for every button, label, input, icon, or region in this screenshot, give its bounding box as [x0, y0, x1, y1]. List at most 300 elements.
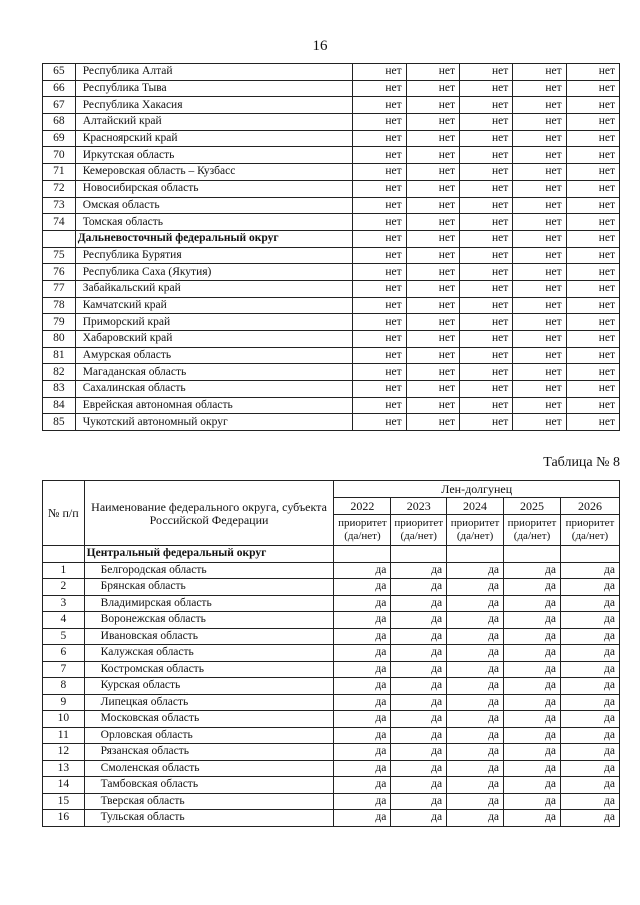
priority-cell: нет [566, 314, 619, 331]
priority-cell: нет [406, 97, 459, 114]
priority-cell: да [447, 727, 504, 744]
table-row [43, 810, 620, 827]
region-name: Республика Тыва [75, 80, 353, 97]
priority-cell: нет [513, 80, 566, 97]
priority-cell: да [447, 793, 504, 810]
priority-cell: нет [459, 164, 512, 181]
region-name: Белгородская область [84, 562, 334, 579]
priority-cell: нет [353, 347, 406, 364]
priority-cell: нет [566, 147, 619, 164]
priority-cell: нет [566, 297, 619, 314]
header-region-name: Наименование федерального округа, субъекта Российской Федерации [84, 481, 334, 546]
priority-cell: да [504, 694, 561, 711]
header-priority-label: приоритет (да/нет) [334, 515, 391, 546]
priority-cell: да [334, 694, 391, 711]
priority-cell: да [561, 628, 620, 645]
table-row [43, 595, 620, 612]
priority-cell: да [447, 612, 504, 629]
priority-cell: да [334, 777, 391, 794]
table-row [43, 314, 620, 331]
priority-cell: да [334, 711, 391, 728]
row-number: 9 [43, 694, 85, 711]
header-year: 2023 [391, 498, 447, 515]
priority-cell: нет [459, 114, 512, 131]
priority-cell [334, 546, 391, 563]
page-number: 16 [312, 38, 328, 54]
priority-cell: да [504, 793, 561, 810]
priority-cell: да [391, 777, 447, 794]
row-number: 16 [43, 810, 85, 827]
region-name: Хабаровский край [75, 331, 353, 348]
priority-cell: нет [353, 314, 406, 331]
priority-cell: нет [513, 314, 566, 331]
priority-cell: да [504, 562, 561, 579]
priority-cell: да [391, 661, 447, 678]
priority-cell: да [334, 562, 391, 579]
priority-cell: нет [566, 264, 619, 281]
row-number: 78 [43, 297, 76, 314]
priority-cell: да [561, 760, 620, 777]
header-year: 2025 [504, 498, 561, 515]
priority-cell: да [447, 661, 504, 678]
header-priority-label: приоритет (да/нет) [561, 515, 620, 546]
priority-cell: нет [513, 197, 566, 214]
flax-priority-table [42, 480, 620, 827]
priority-cell: да [447, 678, 504, 695]
priority-cell: нет [459, 314, 512, 331]
priority-cell: да [334, 810, 391, 827]
priority-cell: да [561, 694, 620, 711]
priority-cell: да [561, 562, 620, 579]
row-number: 83 [43, 381, 76, 398]
row-number: 66 [43, 80, 76, 97]
row-number: 4 [43, 612, 85, 629]
priority-cell: да [334, 760, 391, 777]
table-row [43, 678, 620, 695]
priority-cell: нет [566, 397, 619, 414]
region-name: Кемеровская область – Кузбасс [75, 164, 353, 181]
row-number: 12 [43, 744, 85, 761]
priority-cell: нет [459, 331, 512, 348]
priority-cell: нет [353, 280, 406, 297]
priority-cell: да [334, 793, 391, 810]
priority-cell: да [334, 744, 391, 761]
priority-cell: нет [566, 64, 619, 81]
priority-cell: да [391, 793, 447, 810]
row-number: 85 [43, 414, 76, 431]
priority-cell: да [391, 595, 447, 612]
continued-priority-table [42, 63, 620, 431]
priority-cell: нет [566, 164, 619, 181]
priority-cell: да [561, 612, 620, 629]
table-row [43, 562, 620, 579]
priority-cell: да [561, 661, 620, 678]
priority-cell: да [561, 777, 620, 794]
priority-cell: нет [353, 64, 406, 81]
priority-cell: нет [513, 64, 566, 81]
region-name: Смоленская область [84, 760, 334, 777]
priority-cell: да [504, 810, 561, 827]
priority-cell: да [504, 711, 561, 728]
row-number: 65 [43, 64, 76, 81]
table-row [43, 727, 620, 744]
priority-cell: нет [566, 364, 619, 381]
table-row [43, 628, 620, 645]
priority-cell: да [447, 760, 504, 777]
priority-cell: нет [353, 97, 406, 114]
priority-cell: нет [566, 381, 619, 398]
priority-cell: нет [513, 414, 566, 431]
priority-cell: да [561, 645, 620, 662]
priority-cell: нет [406, 214, 459, 231]
priority-cell: да [504, 661, 561, 678]
region-name: Московская область [84, 711, 334, 728]
row-number: 70 [43, 147, 76, 164]
priority-cell: нет [459, 214, 512, 231]
table-row [43, 297, 620, 314]
priority-cell: да [504, 727, 561, 744]
priority-cell: нет [406, 381, 459, 398]
priority-cell: нет [353, 381, 406, 398]
region-name: Курская область [84, 678, 334, 695]
priority-cell: нет [513, 247, 566, 264]
region-name: Амурская область [75, 347, 353, 364]
row-number: 82 [43, 364, 76, 381]
priority-cell: нет [459, 264, 512, 281]
district-name: Дальневосточный федеральный округ [75, 230, 353, 247]
priority-cell: нет [406, 230, 459, 247]
priority-cell: да [561, 793, 620, 810]
table-row [43, 130, 620, 147]
priority-cell: да [391, 760, 447, 777]
priority-cell: да [334, 579, 391, 596]
priority-cell: нет [513, 230, 566, 247]
priority-cell: нет [353, 297, 406, 314]
region-name: Рязанская область [84, 744, 334, 761]
header-number: № п/п [43, 481, 85, 546]
priority-cell: нет [353, 264, 406, 281]
priority-cell: нет [353, 80, 406, 97]
region-name: Магаданская область [75, 364, 353, 381]
priority-cell: нет [406, 64, 459, 81]
priority-cell: да [447, 711, 504, 728]
region-name: Камчатский край [75, 297, 353, 314]
table-row [43, 64, 620, 81]
priority-cell: да [391, 694, 447, 711]
priority-cell: нет [459, 197, 512, 214]
priority-cell: нет [566, 214, 619, 231]
priority-cell: нет [406, 264, 459, 281]
priority-cell: да [447, 744, 504, 761]
district-name: Центральный федеральный округ [84, 546, 334, 563]
row-number: 73 [43, 197, 76, 214]
priority-cell: нет [513, 280, 566, 297]
table-row [43, 694, 620, 711]
priority-cell: нет [459, 414, 512, 431]
region-name: Забайкальский край [75, 280, 353, 297]
row-number: 5 [43, 628, 85, 645]
priority-cell: нет [459, 147, 512, 164]
priority-cell: нет [406, 147, 459, 164]
priority-cell: да [561, 579, 620, 596]
priority-cell: нет [353, 247, 406, 264]
row-number [43, 546, 85, 563]
priority-cell: нет [459, 247, 512, 264]
priority-cell: нет [406, 331, 459, 348]
region-name: Алтайский край [75, 114, 353, 131]
region-name: Иркутская область [75, 147, 353, 164]
table-row [43, 711, 620, 728]
priority-cell: нет [513, 180, 566, 197]
region-name: Орловская область [84, 727, 334, 744]
priority-cell: нет [513, 264, 566, 281]
row-number: 2 [43, 579, 85, 596]
priority-cell: да [391, 628, 447, 645]
priority-cell: нет [459, 97, 512, 114]
priority-cell: нет [406, 247, 459, 264]
header-priority-label: приоритет (да/нет) [391, 515, 447, 546]
priority-cell: да [561, 678, 620, 695]
priority-cell: нет [459, 347, 512, 364]
table-row [43, 247, 620, 264]
priority-cell: да [334, 612, 391, 629]
row-number: 69 [43, 130, 76, 147]
table-row [43, 180, 620, 197]
table-row [43, 97, 620, 114]
header-priority-label: приоритет (да/нет) [504, 515, 561, 546]
row-number: 72 [43, 180, 76, 197]
table-caption: Таблица № 8 [543, 455, 620, 470]
priority-cell: да [504, 628, 561, 645]
region-name: Республика Алтай [75, 64, 353, 81]
priority-cell: нет [353, 414, 406, 431]
priority-cell: нет [459, 381, 512, 398]
table-row [43, 197, 620, 214]
priority-cell: нет [459, 364, 512, 381]
priority-cell: да [447, 579, 504, 596]
table-row [43, 147, 620, 164]
row-number: 10 [43, 711, 85, 728]
row-number: 77 [43, 280, 76, 297]
table-row [43, 164, 620, 181]
priority-cell: да [334, 661, 391, 678]
priority-cell: да [504, 760, 561, 777]
priority-cell: нет [513, 214, 566, 231]
header-crop: Лен-долгунец [334, 481, 620, 498]
region-name: Калужская область [84, 645, 334, 662]
region-name: Республика Хакасия [75, 97, 353, 114]
priority-cell: нет [353, 197, 406, 214]
region-name: Еврейская автономная область [75, 397, 353, 414]
priority-cell: нет [566, 130, 619, 147]
priority-cell: да [504, 645, 561, 662]
row-number: 8 [43, 678, 85, 695]
row-number: 81 [43, 347, 76, 364]
header-year: 2022 [334, 498, 391, 515]
priority-cell: нет [406, 347, 459, 364]
priority-cell: нет [353, 364, 406, 381]
row-number: 68 [43, 114, 76, 131]
region-name: Воронежская область [84, 612, 334, 629]
header-year: 2024 [447, 498, 504, 515]
row-number: 67 [43, 97, 76, 114]
priority-cell [504, 546, 561, 563]
header-priority-label: приоритет (да/нет) [447, 515, 504, 546]
priority-cell: да [561, 810, 620, 827]
priority-cell: да [447, 810, 504, 827]
table-row [43, 331, 620, 348]
priority-cell: нет [353, 147, 406, 164]
priority-cell: нет [513, 164, 566, 181]
priority-cell: нет [353, 331, 406, 348]
priority-cell: нет [513, 97, 566, 114]
row-number: 6 [43, 645, 85, 662]
priority-cell: нет [459, 230, 512, 247]
table-row [43, 414, 620, 431]
priority-cell: нет [513, 147, 566, 164]
table-row [43, 777, 620, 794]
priority-cell: нет [513, 347, 566, 364]
region-name: Красноярский край [75, 130, 353, 147]
priority-cell: да [447, 628, 504, 645]
region-name: Брянская область [84, 579, 334, 596]
priority-cell: нет [513, 397, 566, 414]
priority-cell: да [391, 727, 447, 744]
priority-cell: да [504, 678, 561, 695]
table-row [43, 645, 620, 662]
priority-cell: да [334, 727, 391, 744]
priority-cell: да [504, 777, 561, 794]
table-row [43, 661, 620, 678]
priority-cell: нет [406, 314, 459, 331]
priority-cell: нет [406, 130, 459, 147]
row-number: 11 [43, 727, 85, 744]
priority-cell: нет [566, 180, 619, 197]
region-name: Владимирская область [84, 595, 334, 612]
priority-cell: нет [513, 364, 566, 381]
region-name: Республика Саха (Якутия) [75, 264, 353, 281]
table-row [43, 347, 620, 364]
priority-cell: да [447, 562, 504, 579]
priority-cell: да [391, 612, 447, 629]
priority-cell: нет [566, 230, 619, 247]
table-row [43, 579, 620, 596]
priority-cell: нет [406, 180, 459, 197]
region-name: Ивановская область [84, 628, 334, 645]
priority-cell: нет [353, 114, 406, 131]
table-row [43, 760, 620, 777]
table-row [43, 612, 620, 629]
priority-cell: да [391, 678, 447, 695]
priority-cell: нет [353, 230, 406, 247]
priority-cell: нет [406, 397, 459, 414]
table-row [43, 80, 620, 97]
priority-cell: нет [566, 280, 619, 297]
priority-cell: нет [566, 97, 619, 114]
region-name: Новосибирская область [75, 180, 353, 197]
region-name: Костромская область [84, 661, 334, 678]
priority-cell: нет [406, 164, 459, 181]
priority-cell: нет [406, 364, 459, 381]
priority-cell: нет [566, 347, 619, 364]
priority-cell: нет [353, 164, 406, 181]
row-number: 79 [43, 314, 76, 331]
priority-cell: нет [566, 197, 619, 214]
priority-cell: да [334, 595, 391, 612]
priority-cell: да [561, 727, 620, 744]
row-number: 71 [43, 164, 76, 181]
priority-cell: да [504, 744, 561, 761]
priority-cell: нет [459, 280, 512, 297]
priority-cell: нет [513, 297, 566, 314]
priority-cell: нет [459, 180, 512, 197]
district-row [43, 230, 620, 247]
region-name: Чукотский автономный округ [75, 414, 353, 431]
priority-cell: да [447, 694, 504, 711]
priority-cell: да [447, 645, 504, 662]
priority-cell: нет [406, 297, 459, 314]
row-number: 80 [43, 331, 76, 348]
region-name: Омская область [75, 197, 353, 214]
priority-cell [561, 546, 620, 563]
row-number: 75 [43, 247, 76, 264]
region-name: Тверская область [84, 793, 334, 810]
row-number: 15 [43, 793, 85, 810]
region-name: Липецкая область [84, 694, 334, 711]
priority-cell: нет [459, 397, 512, 414]
priority-cell: нет [406, 414, 459, 431]
priority-cell: да [334, 628, 391, 645]
priority-cell: да [504, 595, 561, 612]
priority-cell: да [391, 645, 447, 662]
table-row [43, 381, 620, 398]
priority-cell: нет [459, 130, 512, 147]
table-row [43, 114, 620, 131]
priority-cell: да [447, 777, 504, 794]
priority-cell: нет [566, 414, 619, 431]
priority-cell: нет [406, 280, 459, 297]
table-row [43, 280, 620, 297]
priority-cell: нет [459, 80, 512, 97]
priority-cell [391, 546, 447, 563]
priority-cell: нет [566, 114, 619, 131]
priority-cell: да [561, 595, 620, 612]
row-number: 13 [43, 760, 85, 777]
priority-cell: нет [353, 130, 406, 147]
priority-cell: нет [406, 80, 459, 97]
priority-cell: нет [406, 114, 459, 131]
priority-cell: нет [459, 64, 512, 81]
priority-cell: да [391, 711, 447, 728]
table-row [43, 264, 620, 281]
priority-cell: нет [513, 130, 566, 147]
row-number: 14 [43, 777, 85, 794]
region-name: Тамбовская область [84, 777, 334, 794]
row-number: 1 [43, 562, 85, 579]
priority-cell: нет [513, 381, 566, 398]
header-year: 2026 [561, 498, 620, 515]
row-number: 76 [43, 264, 76, 281]
table-row [43, 744, 620, 761]
priority-cell: да [391, 562, 447, 579]
district-row [43, 546, 620, 563]
table-row [43, 214, 620, 231]
priority-cell: нет [459, 297, 512, 314]
priority-cell: да [504, 579, 561, 596]
priority-cell: нет [566, 247, 619, 264]
row-number: 3 [43, 595, 85, 612]
table-row [43, 397, 620, 414]
